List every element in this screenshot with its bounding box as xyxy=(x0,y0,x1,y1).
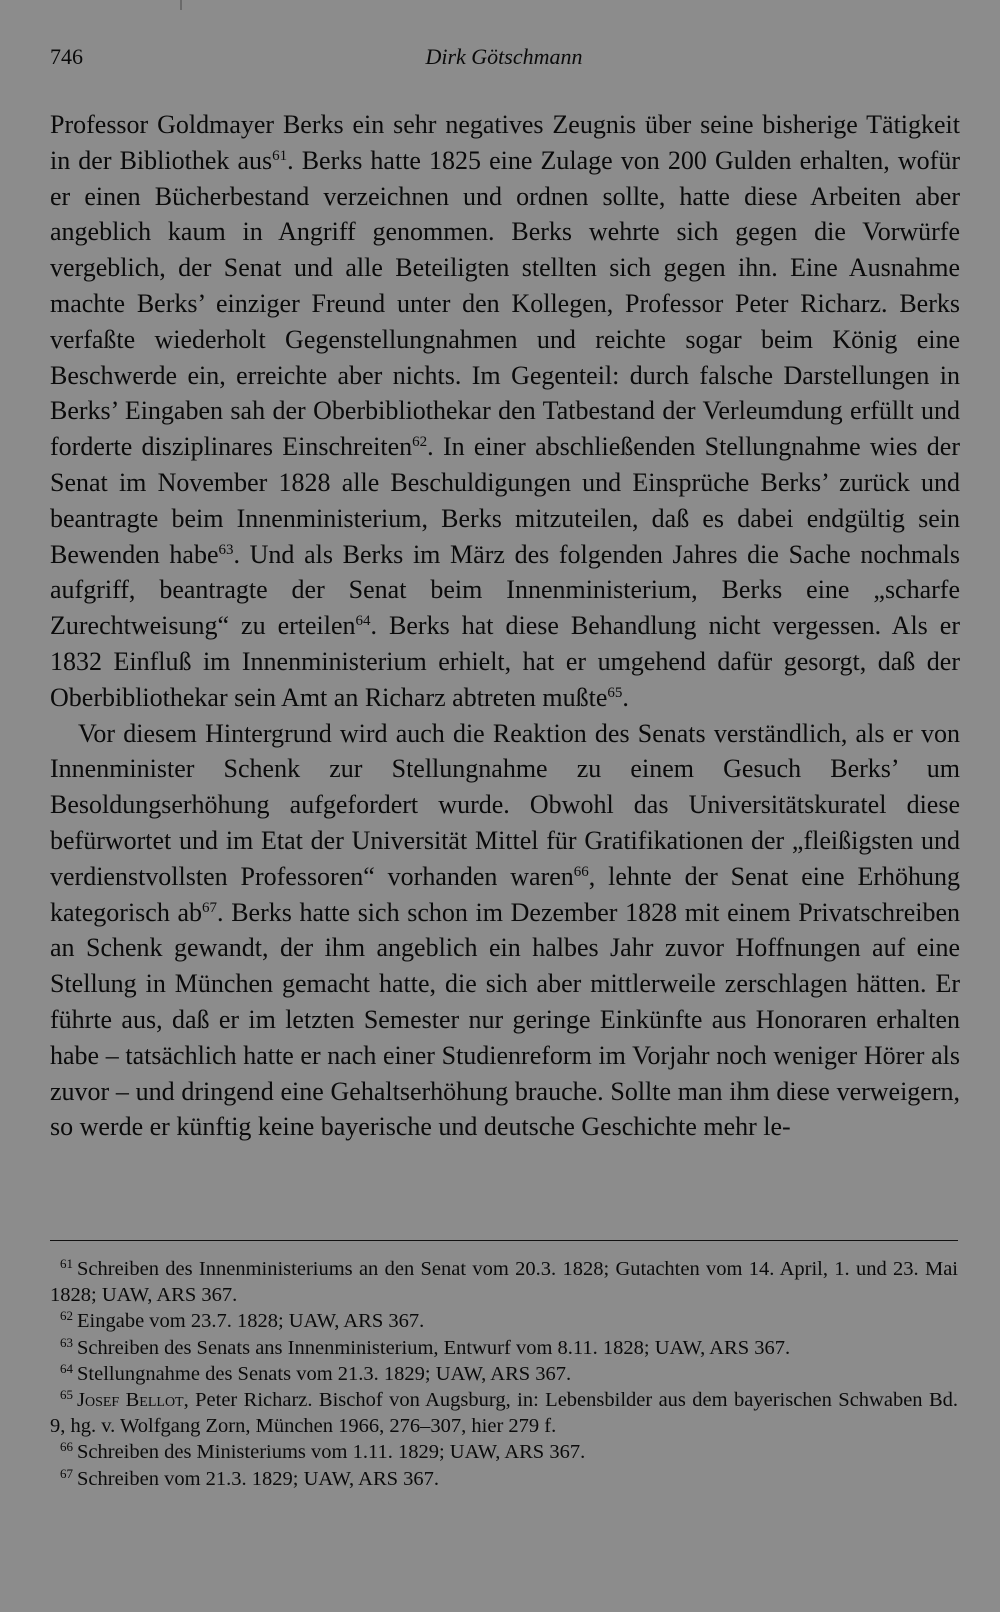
footnote-number: 65 xyxy=(60,1387,73,1403)
text-run: . Berks hatte 1825 eine Zulage von 200 Gulden erhalten, wofür er einen Bücherbestand verzeichnen und ordnen sollte, hatte diese Arbeiten aber angeblich kaum in Angriff genommen. Berks wehrte sich gegen die Vorwürfe vergeblich, der Senat und alle Beteiligten stellten sich gegen ihn. Eine Ausnahme machte Berks’ einziger Freund unter den Kollegen, Professor Peter Richarz. Berks verfaßte wiederholt Gegenstellungnahmen und reichte sogar beim König eine Beschwerde ein, erreichte aber nichts. Im Gegenteil: durch falsche Darstellungen in Berks’ Eingaben sah der Oberbibliothekar den Tatbestand der Verleumdung erfüllt und forderte disziplinares Einschreiten xyxy=(50,145,960,462)
footnote-number: 64 xyxy=(60,1360,73,1376)
footnote-number: 67 xyxy=(60,1465,73,1481)
page-number: 746 xyxy=(50,44,83,69)
footnote-text: Schreiben des Ministeriums vom 1.11. 1829; UAW, ARS 367. xyxy=(77,1441,586,1464)
body-text xyxy=(50,107,960,1145)
text-run: Professor Goldmayer Berks ein sehr negatives Zeugnis über seine bisherige Tätigkeit in der Bibliothek aus xyxy=(50,110,960,175)
footnote-ref-65: 65 xyxy=(607,684,623,701)
footnote-ref-62: 62 xyxy=(412,434,428,451)
footnote-text: Schreiben des Innenministeriums an den Senat vom 20.3. 1828; Gutachten vom 14. April, 1. und 23. Mai 1828; UAW, ARS 367. xyxy=(50,1258,958,1307)
footnote-number: 61 xyxy=(60,1256,73,1271)
footnote-author: Josef Bellot xyxy=(77,1389,184,1412)
footnote-67 xyxy=(50,1466,958,1492)
text-run: . Berks hat diese Behandlung nicht vergessen. Als er 1832 Einfluß im Innenministerium erhielt, hat er umgehend dafür gesorgt, daß der Oberbibliothekar sein Amt an Richarz abtreten mußte xyxy=(50,611,961,712)
footnote-number: 62 xyxy=(60,1308,73,1324)
footnote-65 xyxy=(50,1387,958,1439)
text-run: . Berks hatte sich schon im Dezember 1828 mit einem Privatschreiben an Schenk gewandt, der ihm angeblich ein halbes Jahr zuvor Hoffnungen auf eine Stellung in München gemacht hatte, die sich aber mittlerweile zerschlagen hätten. Er führte aus, daß er im letzten Semester nur geringe Einkünfte aus Honoraren erhalten habe – tatsächlich hatte er nach einer Studienreform im Vorjahr noch weniger Hörer als zuvor – und dringend eine Gehaltserhöhung brauche. Sollte man ihm diese verweigern, so werde er künftig keine bayerische und deutsche Geschichte mehr le- xyxy=(50,897,960,1142)
footnote-62 xyxy=(50,1308,958,1334)
text-run: Vor diesem Hintergrund wird auch die Reaktion des Senats verständlich, als er von Innenminister Schenk zur Stellungnahme zu einem Gesuch Berks’ um Besoldungserhöhung aufgefordert wurde. Obwohl das Universitätskuratel diese befürwortet und im Etat der Universität Mittel für Gratifikationen der „fleißigsten und verdienstvollsten Professoren“ vorhanden waren xyxy=(50,718,960,891)
scan-mark xyxy=(180,0,182,10)
text-run: . In einer abschließenden Stellungnahme wies der Senat im November 1828 alle Beschuldigungen und Einsprüche Berks’ zurück und beantragte beim Innenministerium, Berks mitzuteilen, daß es dabei endgültig sein Bewenden habe xyxy=(50,432,960,569)
footnote-text: Schreiben vom 21.3. 1829; UAW, ARS 367. xyxy=(77,1467,440,1490)
page-header xyxy=(50,44,958,76)
footnote-text: , Peter Richarz. Bischof von Augsburg, in: Lebensbilder aus dem bayerischen Schwaben Bd. 9, hg. v. Wolfgang Zorn, München 1966, 276–307, hier 279 f. xyxy=(50,1389,959,1438)
footnote-ref-67: 67 xyxy=(202,899,218,916)
footnote-text: Stellungnahme des Senats vom 21.3. 1829; UAW, ARS 367. xyxy=(77,1362,572,1385)
text-run: . Und als Berks im März des folgenden Jahres die Sache nochmals aufgriff, beantragte der Senat beim Innenministerium, Berks eine „scharfe Zurechtweisung“ zu erteilen xyxy=(50,539,960,641)
footnote-64 xyxy=(50,1361,958,1387)
footnote-number: 66 xyxy=(60,1439,73,1455)
running-head: Dirk Götschmann xyxy=(425,44,583,69)
footnote-text: Eingabe vom 23.7. 1828; UAW, ARS 367. xyxy=(77,1310,425,1333)
footnote-ref-63: 63 xyxy=(218,541,234,558)
footnotes xyxy=(50,1256,958,1492)
paragraph-2 xyxy=(50,716,960,1146)
footnote-ref-66: 66 xyxy=(573,863,589,880)
footnote-divider xyxy=(50,1240,958,1241)
footnote-63 xyxy=(50,1335,958,1361)
text-run: , lehnte der Senat eine Erhöhung kategorisch ab xyxy=(50,861,960,927)
footnote-ref-64: 64 xyxy=(355,613,371,630)
footnote-number: 63 xyxy=(60,1334,73,1350)
footnote-61 xyxy=(50,1256,958,1308)
footnote-text: Schreiben des Senats ans Innenministerium, Entwurf vom 8.11. 1828; UAW, ARS 367. xyxy=(77,1336,791,1359)
paragraph-1 xyxy=(50,107,960,716)
footnote-66 xyxy=(50,1439,958,1465)
footnote-ref-61: 61 xyxy=(272,147,288,164)
text-run: . xyxy=(622,682,629,712)
